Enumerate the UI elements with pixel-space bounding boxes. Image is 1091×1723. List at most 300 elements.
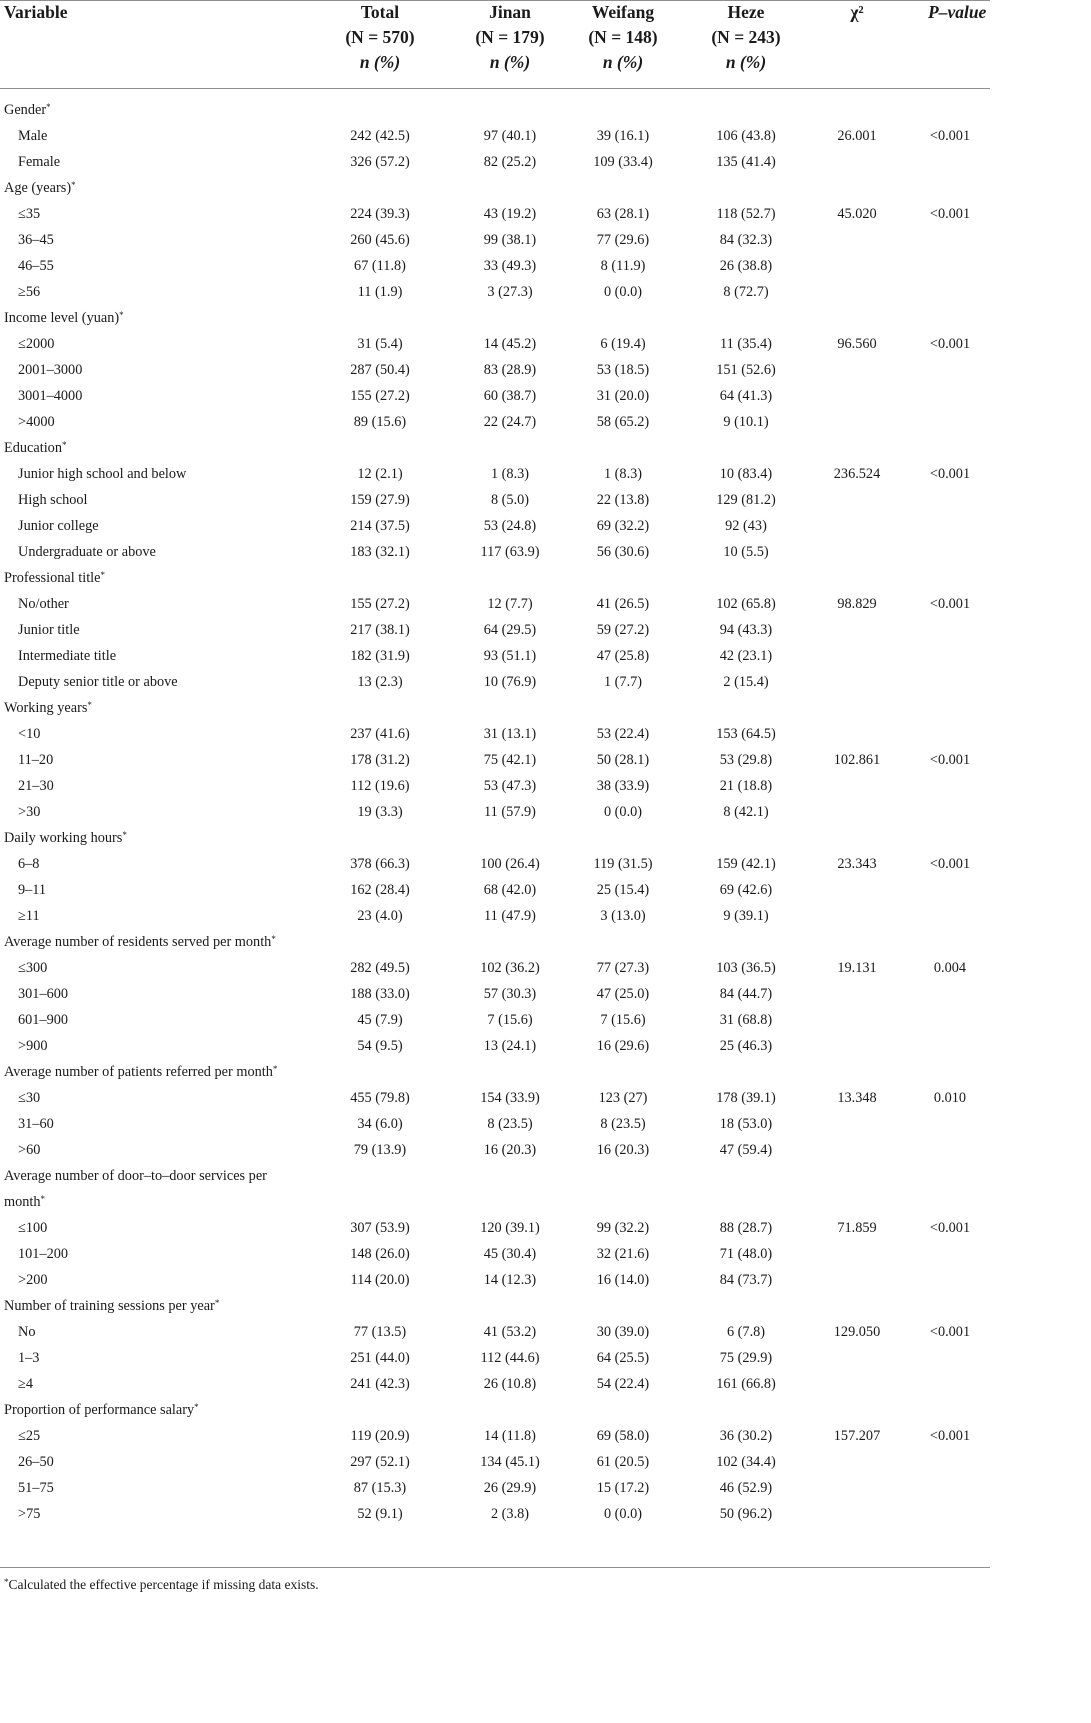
cell-jinan: 14 (11.8)	[484, 1428, 536, 1444]
cell-total: 114 (20.0)	[350, 1272, 410, 1288]
cell-weifang: 77 (27.3)	[596, 960, 650, 976]
table-row	[0, 357, 990, 383]
header-weifang-n: (N = 148)	[588, 27, 658, 47]
row-label-text: ≤25	[18, 1428, 41, 1444]
footnote-marker: *	[119, 310, 124, 320]
footnote-marker: *	[46, 102, 51, 112]
table-row	[0, 591, 990, 617]
cell-weifang: 64 (25.5)	[596, 1350, 650, 1366]
header-heze-n: (N = 243)	[711, 27, 781, 47]
cell-chi-square: 23.343	[837, 856, 877, 872]
cell-heze: 42 (23.1)	[719, 648, 773, 664]
row-label	[18, 1449, 54, 1475]
row-label-text: Professional title	[4, 570, 101, 586]
cell-p-value: <0.001	[929, 1428, 971, 1444]
header-heze-unit: n (%)	[725, 52, 767, 72]
cell-heze: 94 (43.3)	[719, 622, 773, 638]
row-label	[18, 357, 82, 383]
row-label	[18, 1371, 33, 1397]
cell-weifang: 25 (15.4)	[596, 882, 650, 898]
cell-heze: 118 (52.7)	[716, 206, 776, 222]
cell-jinan: 97 (40.1)	[483, 128, 537, 144]
cell-weifang: 3 (13.0)	[600, 908, 646, 924]
table-row	[0, 1267, 990, 1293]
cell-weifang: 47 (25.8)	[596, 648, 650, 664]
cell-jinan: 93 (51.1)	[483, 648, 537, 664]
header-total-unit: n (%)	[359, 52, 401, 72]
header-variable	[4, 0, 68, 25]
cell-total: 112 (19.6)	[350, 778, 410, 794]
row-label-text: 9–11	[18, 882, 47, 898]
cell-heze: 178 (39.1)	[716, 1090, 776, 1106]
cell-total: 79 (13.9)	[353, 1142, 407, 1158]
group-header-row	[0, 929, 990, 955]
group-header-row	[0, 825, 990, 851]
cell-jinan: 53 (24.8)	[483, 518, 537, 534]
row-label	[18, 149, 60, 175]
cell-jinan: 1 (8.3)	[490, 466, 530, 482]
cell-weifang: 77 (29.6)	[596, 232, 650, 248]
header-p-value-label: P–value	[928, 2, 987, 22]
row-label-text: ≤300	[18, 960, 48, 976]
cell-heze: 50 (96.2)	[719, 1506, 773, 1522]
table-row	[0, 1085, 990, 1111]
cell-total: 241 (42.3)	[350, 1376, 410, 1392]
cell-weifang: 109 (33.4)	[593, 154, 653, 170]
table-row	[0, 1241, 990, 1267]
cell-total: 455 (79.8)	[350, 1090, 410, 1106]
cell-total: 89 (15.6)	[353, 414, 407, 430]
cell-jinan: 14 (45.2)	[483, 336, 537, 352]
table-row	[0, 513, 990, 539]
table-row	[0, 669, 990, 695]
cell-weifang: 53 (18.5)	[596, 362, 650, 378]
row-label-text: 101–200	[18, 1246, 69, 1262]
table-row	[0, 773, 990, 799]
cell-p-value: <0.001	[929, 1220, 971, 1236]
cell-total: 287 (50.4)	[350, 362, 410, 378]
cell-jinan: 120 (39.1)	[480, 1220, 540, 1236]
row-label-text: 3001–4000	[18, 388, 83, 404]
row-label-text: Junior high school and below	[18, 466, 187, 482]
row-label-text: Male	[18, 128, 48, 144]
group-label	[4, 1059, 277, 1085]
row-label	[18, 981, 68, 1007]
row-label	[18, 1085, 40, 1111]
cell-jinan: 134 (45.1)	[480, 1454, 540, 1470]
row-label	[18, 643, 116, 669]
cell-heze: 161 (66.8)	[716, 1376, 776, 1392]
header-jinan	[450, 0, 570, 75]
group-header-row	[0, 305, 990, 331]
row-label-text: 2001–3000	[18, 362, 83, 378]
cell-weifang: 0 (0.0)	[603, 804, 643, 820]
row-label-text: >200	[18, 1272, 48, 1288]
cell-p-value: <0.001	[929, 206, 971, 222]
table-row	[0, 279, 990, 305]
cell-jinan: 83 (28.9)	[483, 362, 537, 378]
table-footnote	[4, 1577, 319, 1593]
row-label	[18, 331, 54, 357]
cell-heze: 71 (48.0)	[719, 1246, 773, 1262]
table-row	[0, 1319, 990, 1345]
row-label-text: Intermediate title	[18, 648, 117, 664]
cell-p-value: 0.004	[933, 960, 967, 976]
row-label-text: Age (years)	[4, 180, 72, 196]
group-header-row	[0, 97, 990, 123]
row-label-text: Proportion of performance salary	[4, 1402, 195, 1418]
table-row	[0, 123, 990, 149]
cell-total: 251 (44.0)	[350, 1350, 410, 1366]
cell-chi-square: 129.050	[833, 1324, 881, 1340]
row-label	[18, 513, 99, 539]
row-label	[18, 799, 40, 825]
cell-jinan: 16 (20.3)	[483, 1142, 537, 1158]
row-label	[18, 227, 54, 253]
cell-heze: 53 (29.8)	[719, 752, 773, 768]
row-label	[18, 747, 53, 773]
row-label	[18, 1033, 48, 1059]
cell-weifang: 47 (25.0)	[596, 986, 650, 1002]
cell-heze: 31 (68.8)	[719, 1012, 773, 1028]
cell-heze: 10 (83.4)	[719, 466, 773, 482]
group-header-row	[0, 1397, 990, 1423]
table-row	[0, 1449, 990, 1475]
cell-jinan: 102 (36.2)	[480, 960, 540, 976]
cell-heze: 159 (42.1)	[716, 856, 776, 872]
cell-weifang: 63 (28.1)	[596, 206, 650, 222]
table-row	[0, 1475, 990, 1501]
table-row	[0, 643, 990, 669]
cell-weifang: 15 (17.2)	[596, 1480, 650, 1496]
row-label-text: 26–50	[18, 1454, 54, 1470]
row-label-text: 46–55	[18, 258, 54, 274]
cell-heze: 47 (59.4)	[719, 1142, 773, 1158]
group-header-row	[0, 1059, 990, 1085]
row-label-text: month	[4, 1194, 41, 1210]
header-weifang-name: Weifang	[591, 2, 655, 22]
row-label	[18, 903, 40, 929]
row-label	[18, 721, 40, 747]
table-row	[0, 227, 990, 253]
cell-total: 19 (3.3)	[357, 804, 403, 820]
cell-total: 13 (2.3)	[357, 674, 403, 690]
table-bottom-rule	[0, 1567, 990, 1568]
group-header-row	[0, 1189, 990, 1215]
table-row	[0, 1215, 990, 1241]
cell-heze: 106 (43.8)	[716, 128, 776, 144]
cell-p-value: <0.001	[929, 752, 971, 768]
cell-weifang: 6 (19.4)	[600, 336, 646, 352]
cell-heze: 92 (43)	[725, 518, 767, 534]
cell-heze: 75 (29.9)	[719, 1350, 773, 1366]
cell-weifang: 99 (32.2)	[596, 1220, 650, 1236]
table-row	[0, 955, 990, 981]
table-row	[0, 383, 990, 409]
row-label-text: Income level (yuan)	[4, 310, 120, 326]
footnote-marker: *	[61, 440, 67, 450]
cell-heze: 10 (5.5)	[723, 544, 769, 560]
row-label	[18, 1137, 40, 1163]
cell-total: 155 (27.2)	[350, 596, 410, 612]
row-label-text: Working years	[4, 700, 88, 716]
cell-total: 159 (27.9)	[350, 492, 410, 508]
group-label	[4, 175, 76, 201]
cell-jinan: 45 (30.4)	[483, 1246, 537, 1262]
cell-total: 52 (9.1)	[357, 1506, 403, 1522]
row-label-text: ≤35	[18, 206, 41, 222]
row-label-text: 301–600	[18, 986, 69, 1002]
cell-total: 67 (11.8)	[354, 258, 406, 274]
header-jinan-n: (N = 179)	[475, 27, 545, 47]
table-row	[0, 539, 990, 565]
group-label	[4, 1397, 199, 1423]
row-label	[18, 487, 88, 513]
row-label-text: Junior college	[18, 518, 99, 534]
cell-heze: 129 (81.2)	[716, 492, 776, 508]
row-label	[18, 279, 40, 305]
row-label	[18, 1423, 40, 1449]
row-label-text: Education	[4, 440, 62, 456]
table-row	[0, 1423, 990, 1449]
cell-heze: 102 (34.4)	[716, 1454, 776, 1470]
footnote-marker: *	[214, 1298, 220, 1308]
row-label	[18, 877, 46, 903]
table-row	[0, 487, 990, 513]
cell-weifang: 41 (26.5)	[596, 596, 650, 612]
header-variable-label: Variable	[4, 2, 68, 22]
cell-heze: 8 (42.1)	[723, 804, 769, 820]
cell-chi-square: 98.829	[837, 596, 877, 612]
group-label	[4, 435, 66, 461]
cell-total: 45 (7.9)	[357, 1012, 403, 1028]
row-label	[18, 955, 47, 981]
cell-total: 34 (6.0)	[357, 1116, 403, 1132]
cell-heze: 26 (38.8)	[719, 258, 773, 274]
cell-weifang: 61 (20.5)	[596, 1454, 650, 1470]
cell-chi-square: 157.207	[833, 1428, 881, 1444]
footnote-marker: *	[122, 830, 127, 840]
cell-jinan: 13 (24.1)	[483, 1038, 537, 1054]
row-label-text: Gender	[4, 102, 47, 118]
row-label	[18, 383, 82, 409]
cell-jinan: 26 (29.9)	[483, 1480, 537, 1496]
row-label-text: Deputy senior title or above	[18, 674, 178, 690]
cell-jinan: 82 (25.2)	[483, 154, 537, 170]
cell-jinan: 11 (57.9)	[484, 804, 536, 820]
cell-heze: 2 (15.4)	[723, 674, 769, 690]
header-bottom-rule	[0, 88, 990, 89]
row-label-text: >900	[18, 1038, 48, 1054]
cell-jinan: 112 (44.6)	[480, 1350, 540, 1366]
cell-jinan: 53 (47.3)	[483, 778, 537, 794]
cell-jinan: 31 (13.1)	[483, 726, 537, 742]
cell-chi-square: 45.020	[837, 206, 877, 222]
table-row	[0, 851, 990, 877]
row-label	[18, 201, 40, 227]
cell-weifang: 16 (20.3)	[596, 1142, 650, 1158]
cell-jinan: 60 (38.7)	[483, 388, 537, 404]
cell-jinan: 2 (3.8)	[490, 1506, 530, 1522]
cell-chi-square: 19.131	[837, 960, 877, 976]
row-label-text: Junior title	[18, 622, 80, 638]
cell-heze: 8 (72.7)	[723, 284, 769, 300]
cell-weifang: 53 (22.4)	[596, 726, 650, 742]
row-label-text: >4000	[18, 414, 55, 430]
cell-weifang: 0 (0.0)	[603, 284, 643, 300]
cell-jinan: 22 (24.7)	[483, 414, 537, 430]
cell-heze: 9 (39.1)	[723, 908, 769, 924]
row-label-text: Daily working hours	[4, 830, 123, 846]
cell-weifang: 56 (30.6)	[596, 544, 650, 560]
group-header-row	[0, 435, 990, 461]
cell-heze: 151 (52.6)	[716, 362, 776, 378]
cell-total: 87 (15.3)	[353, 1480, 407, 1496]
cell-p-value: <0.001	[929, 1324, 971, 1340]
row-label-text: Undergraduate or above	[18, 544, 156, 560]
row-label	[18, 1215, 47, 1241]
table-row	[0, 1501, 990, 1527]
cell-jinan: 12 (7.7)	[487, 596, 533, 612]
cell-p-value: <0.001	[929, 856, 971, 872]
group-label	[4, 1163, 267, 1189]
group-header-row	[0, 175, 990, 201]
cell-weifang: 31 (20.0)	[596, 388, 650, 404]
footnote-marker: *	[271, 934, 276, 944]
row-label-text: ≤30	[18, 1090, 41, 1106]
group-label	[4, 565, 105, 591]
group-label	[4, 1293, 219, 1319]
row-label	[18, 591, 69, 617]
cell-jinan: 100 (26.4)	[480, 856, 540, 872]
cell-jinan: 8 (5.0)	[490, 492, 530, 508]
table-row	[0, 1033, 990, 1059]
cell-p-value: <0.001	[929, 466, 971, 482]
table-row	[0, 903, 990, 929]
group-label	[4, 305, 124, 331]
table-row	[0, 1345, 990, 1371]
row-label-text: >60	[18, 1142, 41, 1158]
row-label-text: Female	[18, 154, 61, 170]
row-label	[18, 1501, 40, 1527]
cell-weifang: 58 (65.2)	[596, 414, 650, 430]
footnote-marker: *	[100, 570, 105, 580]
group-header-row	[0, 695, 990, 721]
cell-p-value: <0.001	[929, 336, 971, 352]
cell-weifang: 59 (27.2)	[596, 622, 650, 638]
cell-total: 188 (33.0)	[350, 986, 410, 1002]
header-total-name: Total	[360, 2, 400, 22]
cell-total: 11 (1.9)	[357, 284, 403, 300]
footnote-marker: *	[87, 700, 92, 710]
cell-jinan: 11 (47.9)	[484, 908, 536, 924]
cell-total: 155 (27.2)	[350, 388, 410, 404]
cell-weifang: 16 (14.0)	[596, 1272, 650, 1288]
cell-chi-square: 13.348	[837, 1090, 877, 1106]
cell-jinan: 7 (15.6)	[487, 1012, 533, 1028]
cell-weifang: 30 (39.0)	[596, 1324, 650, 1340]
cell-heze: 25 (46.3)	[719, 1038, 773, 1054]
table-row	[0, 747, 990, 773]
row-label-text: Average number of patients referred per month	[4, 1064, 273, 1080]
row-label	[18, 669, 178, 695]
cell-jinan: 33 (49.3)	[483, 258, 537, 274]
table-row	[0, 201, 990, 227]
row-label-text: Average number of residents served per month	[4, 934, 272, 950]
cell-heze: 69 (42.6)	[719, 882, 773, 898]
header-total	[320, 0, 440, 75]
row-label	[18, 409, 55, 435]
cell-chi-square: 71.859	[837, 1220, 877, 1236]
row-label-text: Number of training sessions per year	[4, 1298, 215, 1314]
row-label	[18, 253, 54, 279]
cell-heze: 153 (64.5)	[716, 726, 776, 742]
row-label-text: ≥11	[18, 908, 40, 924]
row-label	[18, 1345, 39, 1371]
row-label-text: ≥56	[18, 284, 41, 300]
row-label	[18, 539, 156, 565]
cell-jinan: 3 (27.3)	[487, 284, 533, 300]
row-label-text: 31–60	[18, 1116, 54, 1132]
cell-heze: 84 (32.3)	[719, 232, 773, 248]
table-row	[0, 331, 990, 357]
group-header-row	[0, 1293, 990, 1319]
cell-total: 54 (9.5)	[357, 1038, 403, 1054]
row-label-text: ≤2000	[18, 336, 55, 352]
row-label-text: >75	[18, 1506, 41, 1522]
cell-weifang: 32 (21.6)	[596, 1246, 650, 1262]
row-label-text: ≤100	[18, 1220, 48, 1236]
header-weifang	[563, 0, 683, 75]
cell-total: 119 (20.9)	[350, 1428, 410, 1444]
footnote-marker: *	[272, 1064, 278, 1074]
cell-total: 12 (2.1)	[357, 466, 403, 482]
group-label	[4, 825, 127, 851]
header-weifang-unit: n (%)	[602, 52, 644, 72]
table-row	[0, 721, 990, 747]
cell-weifang: 54 (22.4)	[596, 1376, 650, 1392]
group-label	[4, 97, 51, 123]
row-label-text: <10	[18, 726, 41, 742]
group-label	[4, 1189, 45, 1215]
cell-weifang: 8 (23.5)	[600, 1116, 646, 1132]
cell-heze: 84 (73.7)	[719, 1272, 773, 1288]
row-label-text: 36–45	[18, 232, 54, 248]
cell-weifang: 69 (58.0)	[596, 1428, 650, 1444]
header-chi-square	[797, 0, 917, 25]
footnote-marker: *	[71, 180, 76, 190]
cell-chi-square: 236.524	[833, 466, 881, 482]
cell-total: 297 (52.1)	[350, 1454, 410, 1470]
row-label	[18, 1267, 48, 1293]
table-row	[0, 1111, 990, 1137]
cell-jinan: 57 (30.3)	[483, 986, 537, 1002]
cell-jinan: 43 (19.2)	[483, 206, 537, 222]
row-label	[18, 773, 54, 799]
cell-jinan: 26 (10.8)	[483, 1376, 537, 1392]
row-label-text: 21–30	[18, 778, 54, 794]
cell-total: 237 (41.6)	[350, 726, 410, 742]
footnote-text: Calculated the effective percentage if missing data exists.	[8, 1577, 319, 1592]
cell-weifang: 38 (33.9)	[596, 778, 650, 794]
header-chi-square-label: χ²	[850, 2, 864, 22]
group-header-row	[0, 565, 990, 591]
cell-total: 282 (49.5)	[350, 960, 410, 976]
row-label	[18, 123, 47, 149]
cell-heze: 21 (18.8)	[719, 778, 773, 794]
table-row	[0, 461, 990, 487]
table-row	[0, 409, 990, 435]
